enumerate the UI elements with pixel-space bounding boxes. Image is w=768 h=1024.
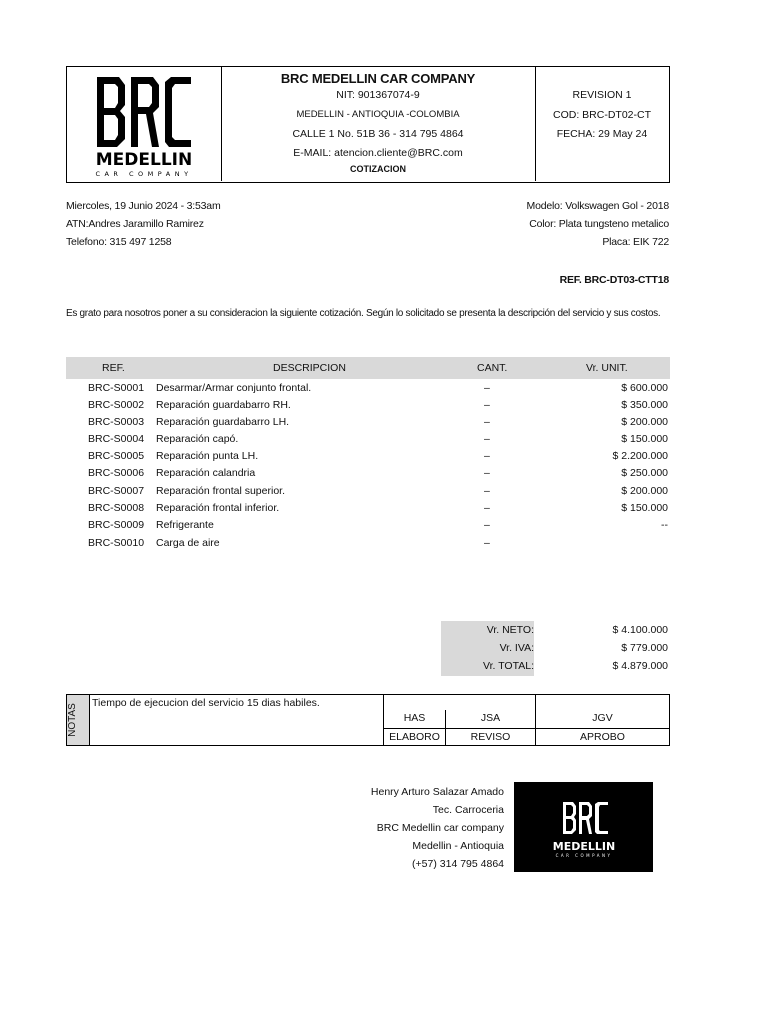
table-row	[66, 382, 670, 399]
row-quantity: –	[484, 399, 490, 411]
row-quantity: –	[484, 433, 490, 445]
row-unit-value: $ 250.000	[621, 467, 668, 479]
total-value: $ 4.879.000	[612, 660, 668, 672]
vehicle-model: Modelo: Volkswagen Gol - 2018	[526, 200, 669, 212]
neto-label: Vr. NETO:	[486, 624, 534, 636]
table-row	[66, 399, 670, 416]
row-description: Reparación capó.	[156, 433, 239, 445]
initials-cell-1	[383, 710, 445, 729]
row-ref: BRC-S0004	[88, 433, 145, 445]
row-ref: BRC-S0003	[88, 416, 145, 428]
vehicle-plate: Placa: EIK 722	[602, 236, 669, 248]
row-description: Reparación frontal superior.	[156, 485, 285, 497]
document-date: FECHA: 29 May 24	[556, 128, 648, 140]
table-row	[66, 450, 670, 467]
header-ref: REF.	[102, 362, 125, 374]
header-description: DESCRIPCION	[273, 362, 346, 374]
table-row	[66, 485, 670, 502]
client-phone: Telefono: 315 497 1258	[66, 236, 172, 248]
signature-logo	[514, 782, 653, 872]
row-unit-value: $ 350.000	[621, 399, 668, 411]
row-unit-value: $ 200.000	[621, 485, 668, 497]
iva-label: Vr. IVA:	[499, 642, 534, 654]
document-code: COD: BRC-DT02-CT	[552, 109, 651, 121]
neto-value: $ 4.100.000	[612, 624, 668, 636]
signer-company: BRC Medellin car company	[376, 822, 504, 834]
row-unit-value: $ 150.000	[621, 433, 668, 445]
table-row	[66, 467, 670, 484]
totals-labels	[441, 621, 534, 676]
row-ref: BRC-S0002	[88, 399, 145, 411]
company-logo	[67, 67, 222, 181]
initials-3: JGV	[592, 712, 613, 724]
table-row	[66, 416, 670, 433]
row-unit-value: $ 200.000	[621, 416, 668, 428]
revision-info	[535, 67, 669, 181]
row-description: Reparación frontal inferior.	[156, 502, 280, 514]
row-unit-value: $ 150.000	[621, 502, 668, 514]
signer-city: Medellin - Antioquia	[412, 840, 504, 852]
row-description: Carga de aire	[156, 537, 220, 549]
company-nit: NIT: 901367074-9	[336, 89, 420, 101]
row-quantity: –	[484, 416, 490, 428]
company-address: CALLE 1 No. 51B 36 - 314 795 4864	[292, 128, 464, 140]
document-header	[66, 66, 670, 183]
row-ref: BRC-S0005	[88, 450, 145, 462]
signer-phone: (+57) 314 795 4864	[412, 858, 504, 870]
total-label: Vr. TOTAL:	[483, 660, 534, 672]
signer-name: Henry Arturo Salazar Amado	[370, 786, 504, 798]
company-email: E-MAIL: atencion.cliente@BRC.com	[293, 147, 463, 159]
row-description: Desarmar/Armar conjunto frontal.	[156, 382, 312, 394]
table-row	[66, 502, 670, 519]
row-quantity: –	[484, 485, 490, 497]
initials-top-spacer	[383, 695, 535, 710]
notes-text: Tiempo de ejecucion del servicio 15 dias habiles.	[92, 697, 320, 709]
vehicle-color: Color: Plata tungsteno metalico	[529, 218, 669, 230]
logo-tagline: CAR COMPANY	[95, 170, 193, 178]
company-city: MEDELLIN - ANTIOQUIA -COLOMBIA	[296, 109, 460, 120]
sig-logo-tagline: CAR COMPANY	[555, 853, 613, 858]
role-3: APROBO	[580, 731, 625, 743]
company-info	[221, 67, 536, 181]
row-quantity: –	[484, 502, 490, 514]
row-description: Refrigerante	[156, 519, 214, 531]
role-1: ELABORO	[389, 731, 440, 743]
row-quantity: –	[484, 467, 490, 479]
row-description: Reparación punta LH.	[156, 450, 259, 462]
notes-label-cell	[67, 695, 90, 745]
brc-logo-white-icon	[514, 782, 653, 872]
row-quantity: –	[484, 537, 490, 549]
initials-cell-2	[445, 710, 535, 729]
row-quantity: –	[484, 519, 490, 531]
row-ref: BRC-S0006	[88, 467, 145, 479]
row-ref: BRC-S0009	[88, 519, 145, 531]
quote-reference: REF. BRC-DT03-CTT18	[559, 274, 669, 286]
attention-name: ATN:Andres Jaramillo Ramirez	[66, 218, 204, 230]
table-row	[66, 537, 670, 554]
header-quantity: CANT.	[477, 362, 508, 374]
row-ref: BRC-S0010	[88, 537, 145, 549]
role-cell-3	[535, 729, 669, 745]
row-quantity: –	[484, 382, 490, 394]
revision-number: REVISION 1	[572, 89, 632, 101]
intro-text: Es grato para nosotros poner a su consideracion la siguiente cotización. Según lo solicitado se presenta la descripción del servicio y sus costos.	[66, 308, 661, 319]
role-cell-2	[445, 729, 535, 745]
quote-datetime: Miercoles, 19 Junio 2024 - 3:53am	[66, 200, 221, 212]
logo-medellin-text: MEDELLIN	[95, 150, 193, 170]
table-row	[66, 519, 670, 536]
row-description: Reparación guardabarro RH.	[156, 399, 291, 411]
initials-cell-3	[535, 695, 669, 729]
header-unit-value: Vr. UNIT.	[586, 362, 628, 374]
row-ref: BRC-S0008	[88, 502, 145, 514]
table-row	[66, 433, 670, 450]
brc-logo-icon	[67, 67, 221, 181]
notes-section	[66, 694, 670, 746]
document-type: COTIZACION	[350, 164, 406, 174]
items-table-header	[66, 357, 670, 379]
signer-title: Tec. Carroceria	[432, 804, 504, 816]
sig-logo-medellin: MEDELLIN	[552, 840, 616, 853]
initials-2: JSA	[480, 712, 501, 724]
row-unit-value: --	[661, 519, 668, 531]
row-ref: BRC-S0007	[88, 485, 145, 497]
initials-1: HAS	[403, 712, 426, 724]
iva-value: $ 779.000	[621, 642, 668, 654]
role-2: REVISO	[470, 731, 511, 743]
row-quantity: –	[484, 450, 490, 462]
notes-label: NOTAS	[67, 703, 78, 737]
row-ref: BRC-S0001	[88, 382, 145, 394]
row-description: Reparación calandria	[156, 467, 256, 479]
row-description: Reparación guardabarro LH.	[156, 416, 290, 428]
company-name: BRC MEDELLIN CAR COMPANY	[280, 71, 476, 86]
row-unit-value: $ 600.000	[621, 382, 668, 394]
role-cell-1	[383, 729, 445, 745]
row-unit-value: $ 2.200.000	[612, 450, 668, 462]
